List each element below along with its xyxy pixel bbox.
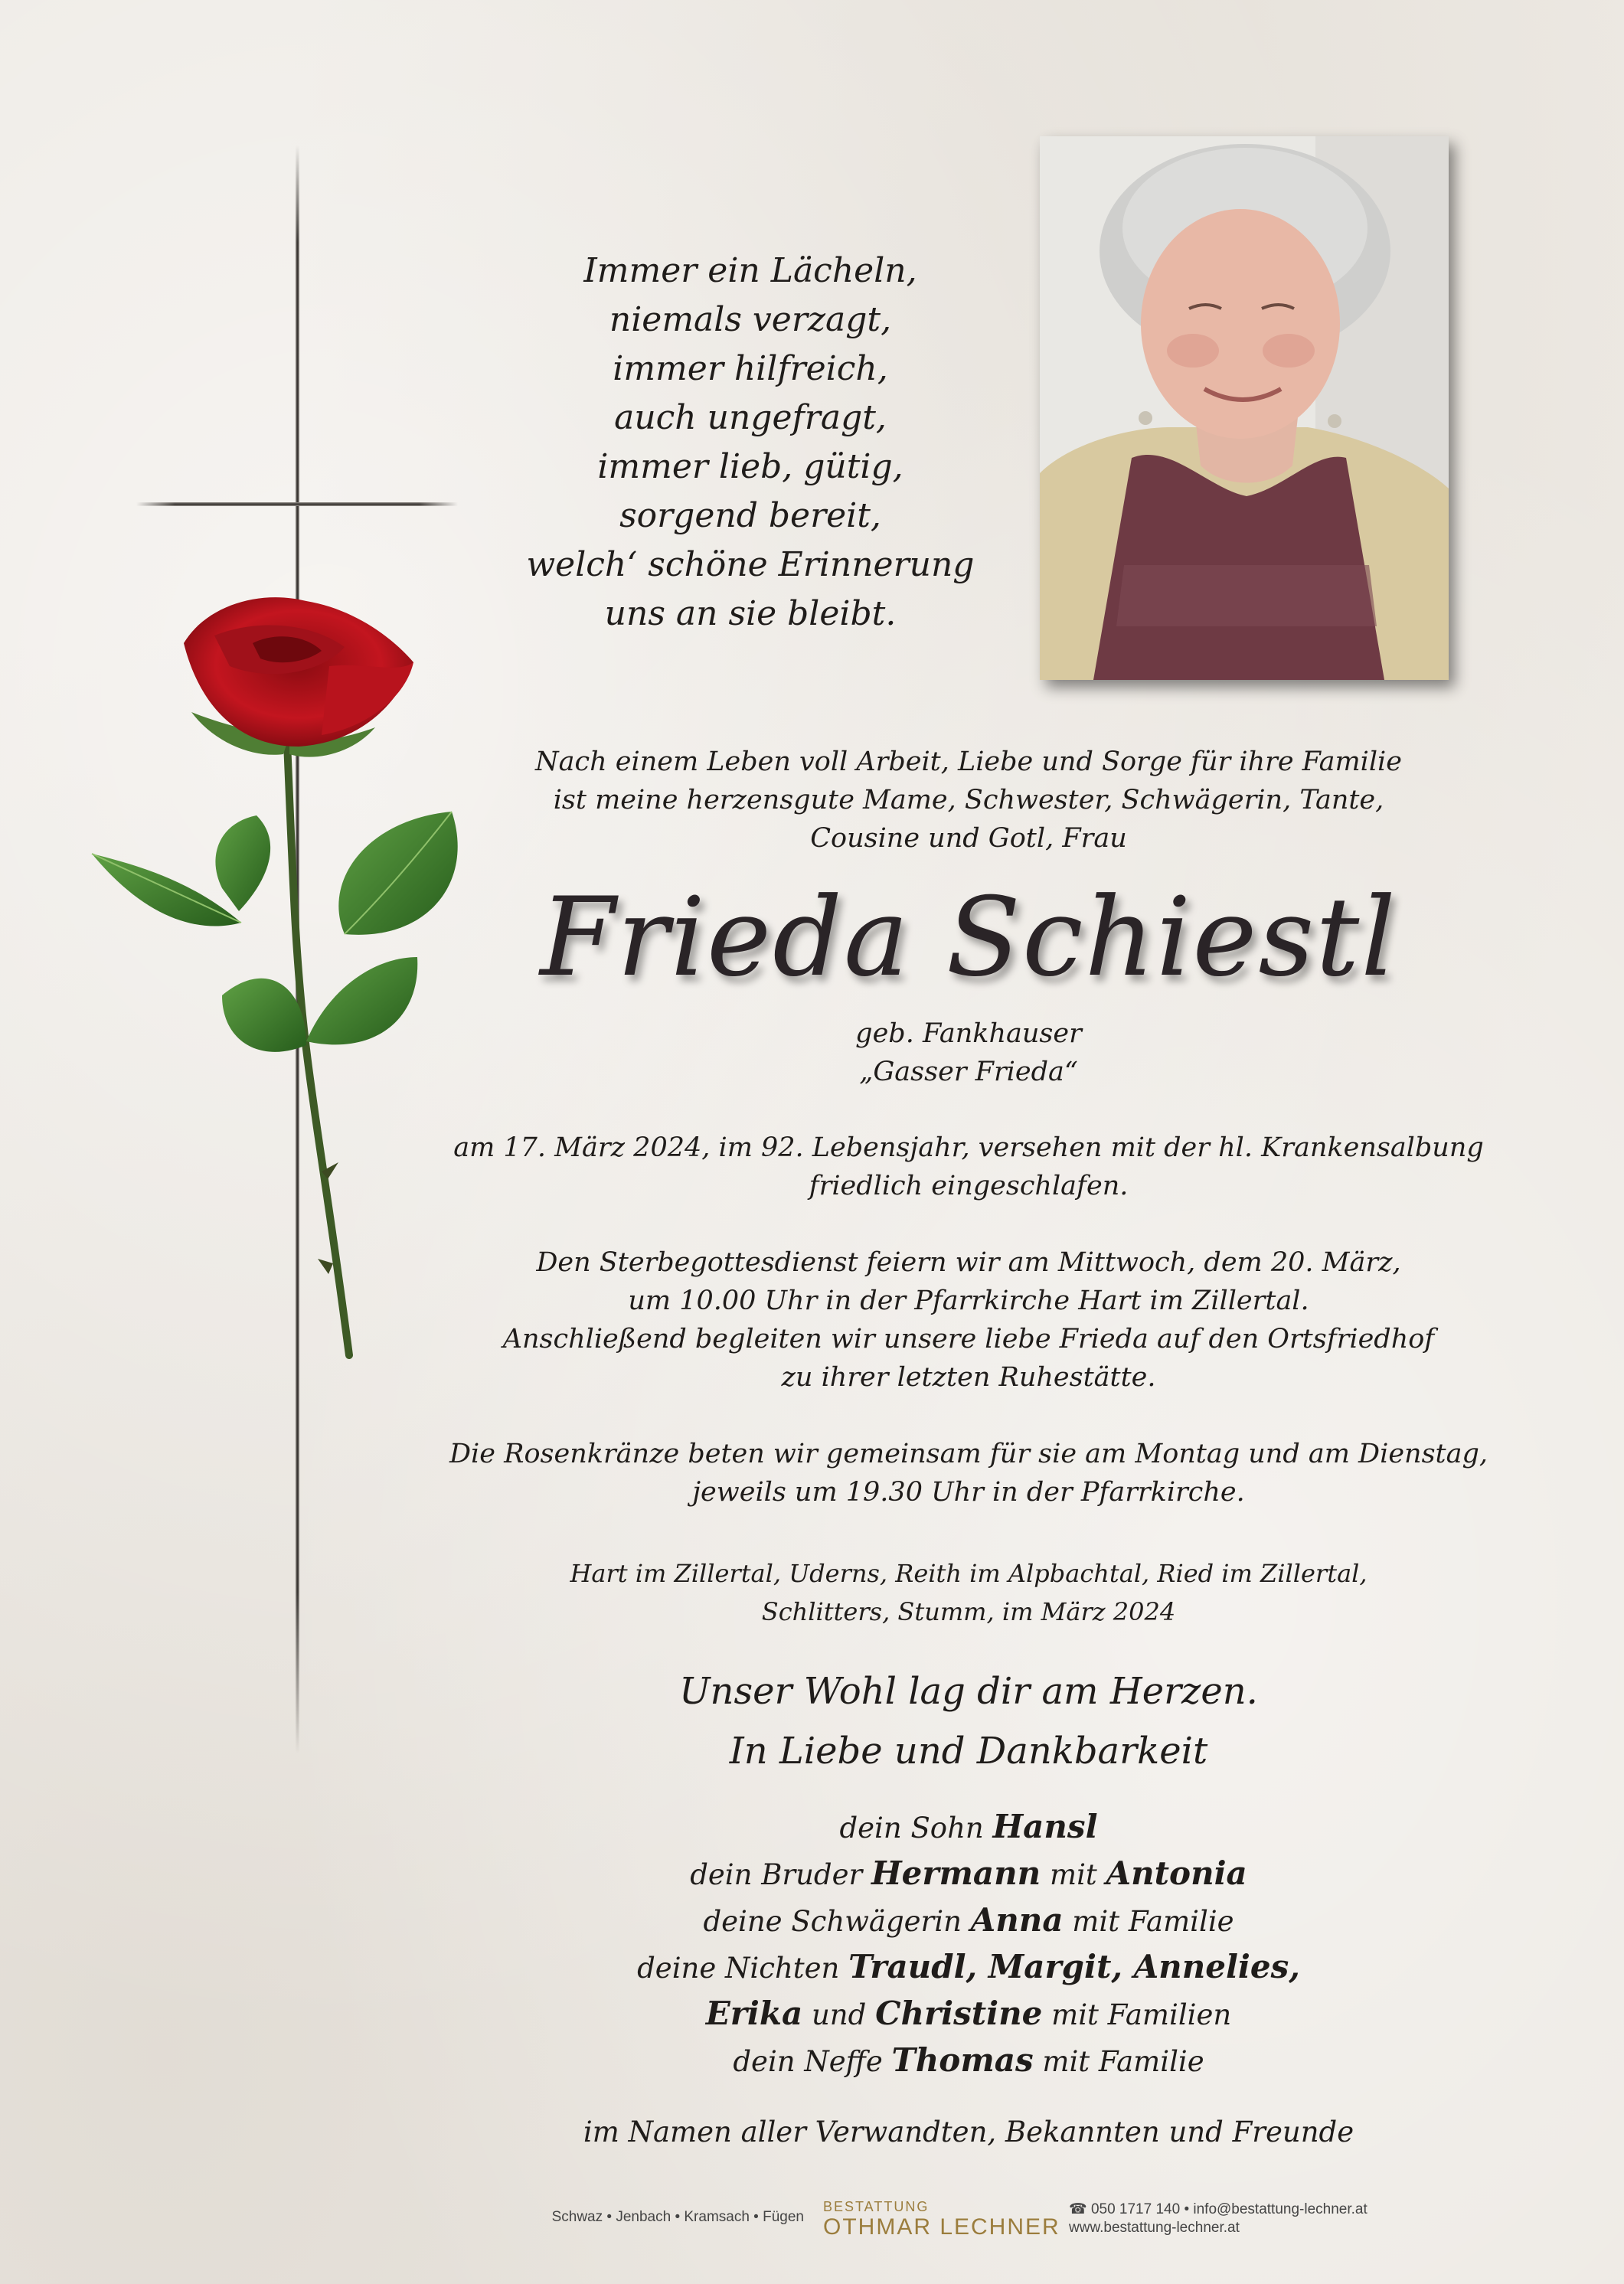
passing-line: friedlich eingeschlafen. — [809, 1171, 1129, 1201]
brand-small: BESTATTUNG — [823, 2199, 930, 2214]
footer-contact — [1069, 2201, 1390, 2237]
birth-info — [459, 1015, 1478, 1091]
service-line: Den Sterbegottesdienst feiern wir am Mittwoch, dem 20. März, — [536, 1247, 1401, 1278]
mourner-name: Hansl — [992, 1808, 1098, 1845]
brand-name: OTHMAR LECHNER — [823, 2214, 1060, 2240]
mourner-relation: dein Neffe — [733, 2045, 892, 2078]
passing-text — [429, 1129, 1508, 1205]
intro-text — [459, 743, 1478, 858]
mourner-relation: mit Familien — [1042, 1998, 1232, 2031]
mourner-name: Anna — [970, 1901, 1064, 1939]
places-line: Schlitters, Stumm, im März 2024 — [761, 1597, 1176, 1626]
mourner-name: Erika — [705, 1995, 803, 2032]
rose-icon — [77, 590, 490, 1371]
mourner-name: Thomas — [891, 2041, 1034, 2079]
closing-words — [459, 1662, 1478, 1781]
intro-line: Cousine und Gotl, Frau — [810, 823, 1127, 854]
funeral-home-logo — [823, 2199, 1068, 2240]
mourner-line — [459, 1804, 1478, 1851]
quote-line: sorgend bereit, — [619, 496, 881, 535]
quote-line: immer lieb, gütig, — [597, 447, 903, 486]
mourner-line — [459, 1944, 1478, 1991]
mourner-relation: und — [802, 1998, 876, 2031]
deceased-name: Frieda Schiestl — [540, 874, 1397, 1001]
footer-towns: Schwaz • Jenbach • Kramsach • Fügen — [551, 2209, 804, 2225]
mourner-relation: mit — [1041, 1858, 1106, 1891]
mourner-name: Christine — [875, 1995, 1043, 2032]
quote-verse — [490, 247, 1011, 639]
mourner-relation: mit Familie — [1033, 2045, 1204, 2078]
mourner-relation: mit Familie — [1063, 1905, 1234, 1938]
service-line: zu ihrer letzten Ruhestätte. — [781, 1362, 1156, 1393]
portrait-photo — [1040, 136, 1449, 680]
rosary-line: jeweils um 19.30 Uhr in der Pfarrkirche. — [692, 1477, 1245, 1508]
mourner-line — [459, 1897, 1478, 1944]
quote-line: auch ungefragt, — [614, 398, 887, 437]
quote-line: immer hilfreich, — [613, 349, 888, 388]
mourner-relation: deine Schwägerin — [703, 1905, 971, 1938]
places-text — [459, 1554, 1478, 1631]
quote-line: uns an sie bleibt. — [604, 594, 897, 633]
service-text — [429, 1243, 1508, 1397]
quote-line: niemals verzagt, — [609, 300, 892, 339]
service-line: um 10.00 Uhr in der Pfarrkirche Hart im Zillertal. — [628, 1286, 1309, 1316]
intro-line: Nach einem Leben voll Arbeit, Liebe und Sorge für ihre Familie — [535, 747, 1402, 777]
quote-line: welch‘ schöne Erinnerung — [526, 545, 975, 584]
mourner-line — [459, 1991, 1478, 2037]
rosary-text — [429, 1435, 1508, 1511]
birth-name: geb. Fankhauser — [855, 1018, 1082, 1049]
quote-line: Immer ein Lächeln, — [583, 251, 917, 290]
cross-bar — [136, 502, 458, 506]
mourner-name: Traudl, Margit, Annelies, — [848, 1948, 1300, 1985]
passing-line: am 17. März 2024, im 92. Lebensjahr, versehen mit der hl. Krankensalbung — [453, 1132, 1484, 1163]
mourner-relation: deine Nichten — [637, 1952, 849, 1985]
closing-line: Unser Wohl lag dir am Herzen. — [679, 1670, 1258, 1713]
contact-website[interactable]: www.bestattung-lechner.at — [1069, 2220, 1240, 2236]
rosary-line: Die Rosenkränze beten wir gemeinsam für sie am Montag und am Dienstag, — [449, 1439, 1488, 1469]
closing-line: In Liebe und Dankbarkeit — [729, 1730, 1208, 1773]
contact-phone-email[interactable]: ☎ 050 1717 140 • info@bestattung-lechner.at — [1069, 2201, 1367, 2217]
places-line: Hart im Zillertal, Uderns, Reith im Alpbachtal, Ried im Zillertal, — [570, 1559, 1367, 1588]
mourner-name: Antonia — [1106, 1854, 1247, 1892]
mourner-line — [459, 1851, 1478, 1897]
mourner-line — [459, 2037, 1478, 2084]
nickname: „Gasser Frieda“ — [859, 1057, 1078, 1087]
service-line: Anschließend begleiten wir unsere liebe Frieda auf den Ortsfriedhof — [502, 1324, 1435, 1354]
intro-line: ist meine herzensgute Mame, Schwester, Schwägerin, Tante, — [553, 785, 1384, 815]
signoff-text: im Namen aller Verwandten, Bekannten und Freunde — [583, 2116, 1354, 2148]
mourner-relation: dein Sohn — [839, 1812, 993, 1845]
mourner-relation: dein Bruder — [690, 1858, 871, 1891]
mourners-list — [459, 1804, 1478, 2084]
mourner-name: Hermann — [871, 1854, 1041, 1892]
